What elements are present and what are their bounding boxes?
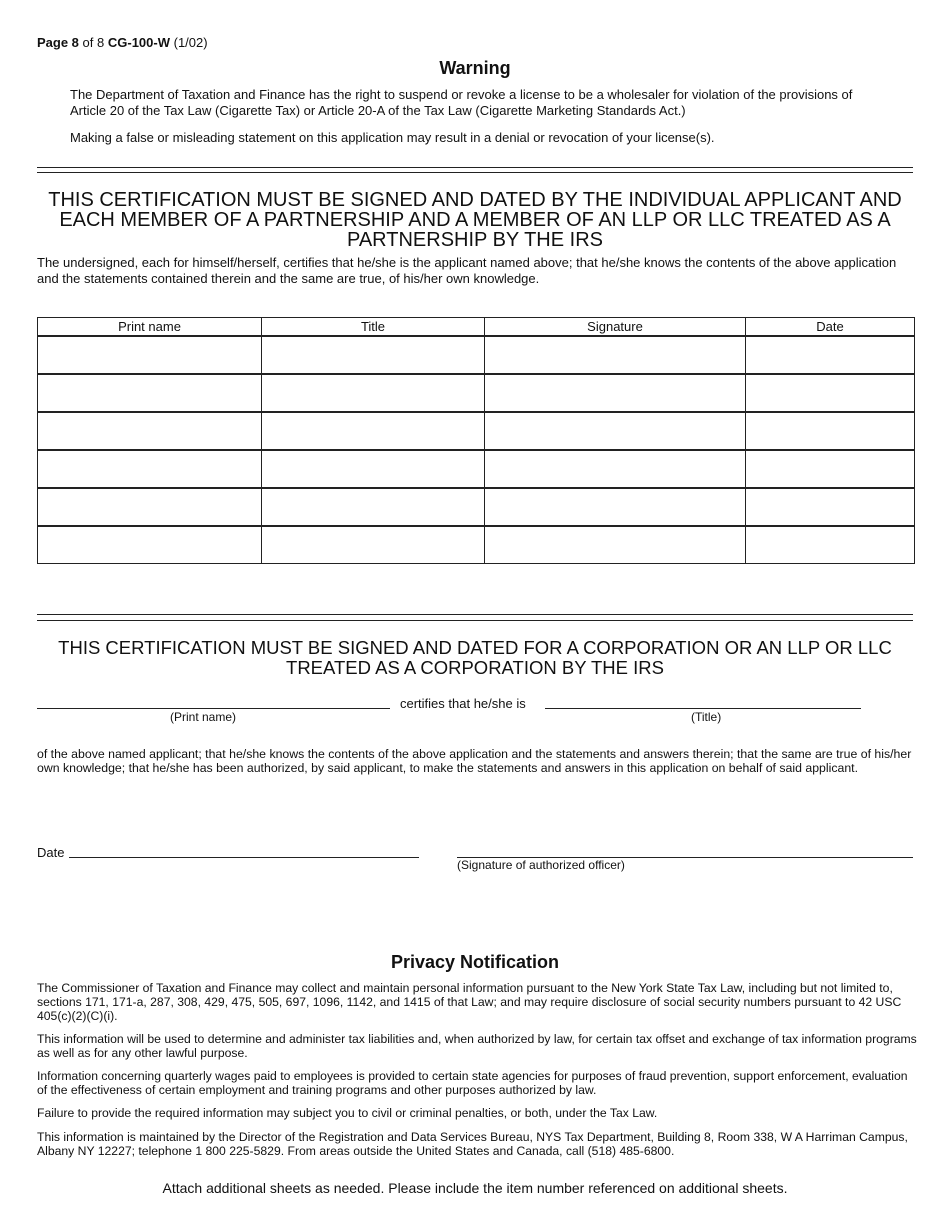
table-row [38,526,915,564]
print-name-cell[interactable] [38,412,262,450]
print-name-line[interactable] [37,708,390,709]
table-row [38,336,915,374]
column-header-signature: Signature [485,318,746,337]
signature-caption: (Signature of authorized officer) [457,858,625,872]
print-name-caption: (Print name) [170,710,237,724]
table-row [38,412,915,450]
divider [37,172,913,173]
title-line[interactable] [545,708,861,709]
privacy-paragraph: Failure to provide the required information may subject you to civil or criminal penalties, or both, under the Tax Law. [37,1106,658,1120]
print-name-cell[interactable] [38,450,262,488]
individual-cert-title: THIS CERTIFICATION MUST BE SIGNED AND DATED BY THE INDIVIDUAL APPLICANT AND EACH MEMBER OF A PARTNERSHIP AND A MEMBER OF AN LLP OR LLC TREATED AS A PARTNERSHIP BY THE IRS [48,189,902,251]
footer-note: Attach additional sheets as needed. Please include the item number referenced on additional sheets. [162,1180,788,1196]
privacy-title: Privacy Notification [390,952,560,972]
privacy-paragraph: This information is maintained by the Director of the Registration and Data Services Bureau, NYS Tax Department, Building 8, Room 338, W A Harriman Campus, Albany NY 12227; telephone 1 800 225-5829. From areas outside the United States and Canada, call (518) 485-6800. [37,1130,908,1158]
privacy-paragraph: This information will be used to determine and administer tax liabilities and, when authorized by law, for certain tax offset and exchange of tax information programs as well as for any other lawful purpose. [37,1032,917,1060]
table-row [38,488,915,526]
print-name-cell[interactable] [38,526,262,564]
date-cell[interactable] [746,374,915,412]
individual-cert-body: The undersigned, each for himself/herself, certifies that he/she is the applicant named above; that he/she knows the contents of the above application and the statements contained therein and the same are true, of his/her own knowledge. [37,255,897,286]
date-cell[interactable] [746,336,915,374]
print-name-cell[interactable] [38,374,262,412]
warning-paragraph: The Department of Taxation and Finance has the right to suspend or revoke a license to be a wholesaler for violation of the provisions of Article 20 of the Tax Law (Cigarette Tax) or Article 20-A of the Tax Law (Cigarette Marketing Standards Act.) [70,87,853,118]
column-header-date: Date [746,318,915,337]
column-header-title: Title [262,318,485,337]
signature-table [37,317,915,564]
print-name-cell[interactable] [38,488,262,526]
title-cell[interactable] [262,488,485,526]
title-cell[interactable] [262,526,485,564]
date-cell[interactable] [746,412,915,450]
signature-cell[interactable] [485,336,746,374]
divider [37,614,913,615]
table-row [38,450,915,488]
title-caption: (Title) [691,710,722,724]
title-cell[interactable] [262,374,485,412]
title-cell[interactable] [262,450,485,488]
table-row [38,374,915,412]
corporate-cert-title: THIS CERTIFICATION MUST BE SIGNED AND DATED FOR A CORPORATION OR AN LLP OR LLC TREATED AS A CORPORATION BY THE IRS [58,637,892,678]
date-label: Date [37,845,65,860]
title-cell[interactable] [262,336,485,374]
signature-cell[interactable] [485,488,746,526]
page-of: of 8 [82,35,105,50]
warning-paragraph: Making a false or misleading statement on this application may result in a denial or revocation of your license(s). [70,130,715,145]
certifies-text: certifies that he/she is [400,696,526,711]
divider [37,167,913,168]
date-line[interactable] [69,857,419,858]
divider [37,620,913,621]
signature-cell[interactable] [485,374,746,412]
page-label: Page 8 [37,35,79,50]
privacy-paragraph: Information concerning quarterly wages paid to employees is provided to certain state agencies for purposes of fraud prevention, support enforcement, evaluation of the effectiveness of certain employment and training programs and other purposes authorized by law. [37,1069,908,1097]
form-id: CG-100-W [107,35,170,50]
signature-cell[interactable] [485,450,746,488]
privacy-paragraph: The Commissioner of Taxation and Finance may collect and maintain personal information pursuant to the New York State Tax Law, including but not limited to, sections 171, 171-a, 287, 308, 429, 475, 505, 697, 1096, 1142, and 1415 of that Law; and may require disclosure of social security numbers pursuant to 42 USC 405(c)(2)(C)(i). [37,981,902,1023]
title-cell[interactable] [262,412,485,450]
date-cell[interactable] [746,488,915,526]
corporate-cert-body: of the above named applicant; that he/she knows the contents of the above application and the statements and answers therein; that the same are true of his/her own knowledge; that he/she has been authorized, by said applicant, to make the statements and answers in this application on behalf of said applicant. [37,747,912,775]
warning-title: Warning [439,58,511,78]
form-date: (1/02) [173,35,208,50]
date-cell[interactable] [746,450,915,488]
date-cell[interactable] [746,526,915,564]
print-name-cell[interactable] [38,336,262,374]
column-header-print-name: Print name [38,318,262,337]
signature-cell[interactable] [485,526,746,564]
page-header [37,35,208,50]
signature-cell[interactable] [485,412,746,450]
